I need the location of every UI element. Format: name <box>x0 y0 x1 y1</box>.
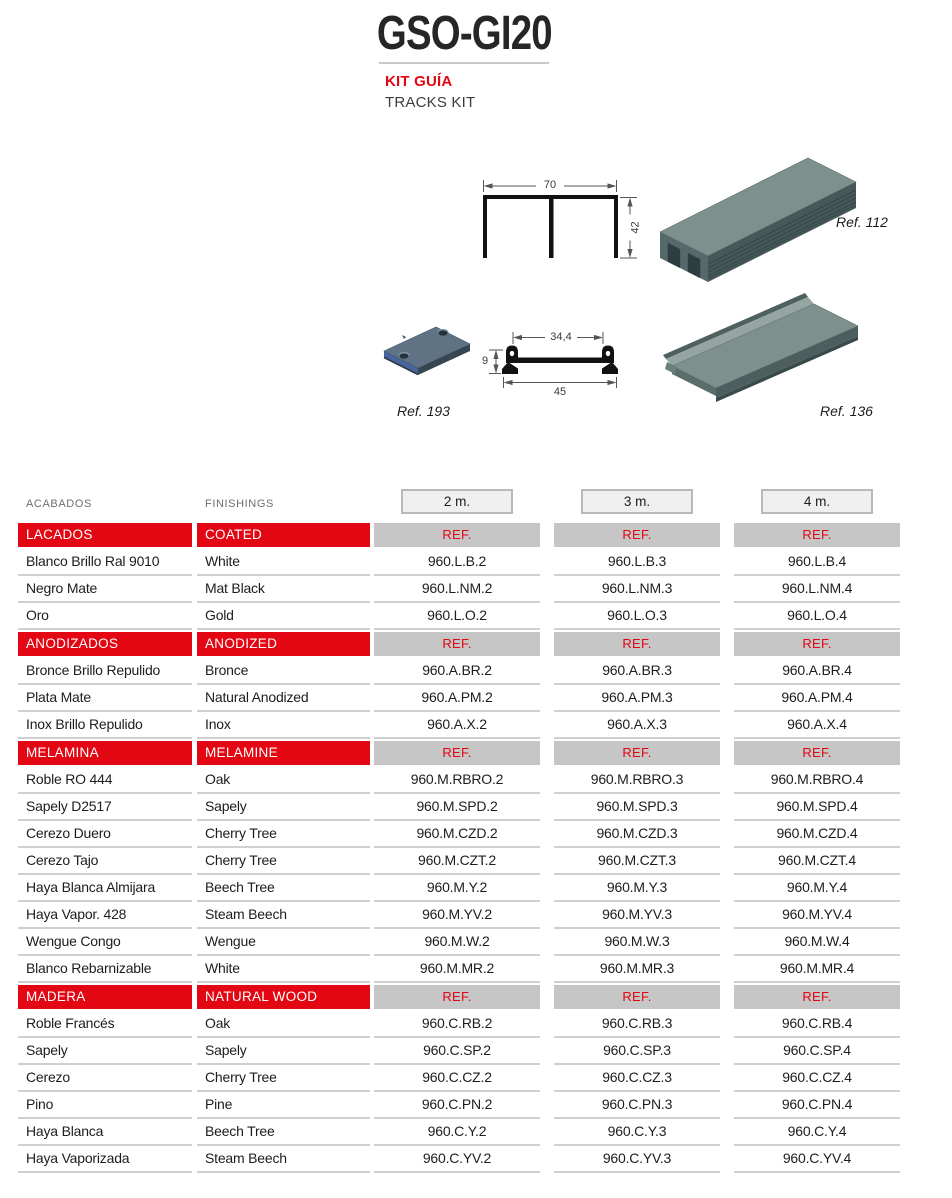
ref-code-2m: 960.C.CZ.2 <box>374 1065 540 1092</box>
ref-code-4m: 960.L.B.4 <box>734 549 900 576</box>
ref-code-2m: 960.M.CZD.2 <box>374 821 540 848</box>
ref-column-header: REF. <box>374 985 540 1009</box>
table-row <box>18 576 900 603</box>
ref-code-4m: 960.C.SP.4 <box>734 1038 900 1065</box>
table-row <box>18 767 900 794</box>
ref-column-header: REF. <box>734 632 900 656</box>
finish-name-en: Beech Tree <box>197 1119 370 1146</box>
length-column-3m <box>554 489 720 514</box>
ref-code-4m: 960.M.RBRO.4 <box>734 767 900 794</box>
table-row <box>18 658 900 685</box>
finish-name-es: Pino <box>18 1092 192 1119</box>
ref-code-4m: 960.M.MR.4 <box>734 956 900 983</box>
ref-code-2m: 960.C.PN.2 <box>374 1092 540 1119</box>
table-row <box>18 1092 900 1119</box>
finish-name-es: Roble Francés <box>18 1011 192 1038</box>
dim-bottom-inner-width: 34,4 <box>545 331 577 344</box>
ref-column-header: REF. <box>554 985 720 1009</box>
ref-code-2m: 960.C.SP.2 <box>374 1038 540 1065</box>
ref-code-4m: 960.M.CZT.4 <box>734 848 900 875</box>
finish-name-en: Steam Beech <box>197 902 370 929</box>
section-header-row <box>18 632 900 656</box>
ref-code-3m: 960.M.Y.3 <box>554 875 720 902</box>
title-divider <box>379 62 549 64</box>
ref-code-3m: 960.A.BR.3 <box>554 658 720 685</box>
ref-code-2m: 960.L.NM.2 <box>374 576 540 603</box>
finish-name-es: Cerezo Tajo <box>18 848 192 875</box>
ref-code-4m: 960.C.Y.4 <box>734 1119 900 1146</box>
section-title-en: ANODIZED <box>197 632 370 656</box>
finish-name-es: Haya Vapor. 428 <box>18 902 192 929</box>
finish-name-es: Blanco Brillo Ral 9010 <box>18 549 192 576</box>
ref-code-4m: 960.M.CZD.4 <box>734 821 900 848</box>
table-row <box>18 712 900 739</box>
ref-code-2m: 960.M.SPD.2 <box>374 794 540 821</box>
subtitle-es: KIT GUÍA <box>385 73 453 90</box>
finish-name-es: Negro Mate <box>18 576 192 603</box>
finish-name-en: Cherry Tree <box>197 848 370 875</box>
ref-code-4m: 960.A.X.4 <box>734 712 900 739</box>
ref-code-2m: 960.M.Y.2 <box>374 875 540 902</box>
ref-code-2m: 960.C.RB.2 <box>374 1011 540 1038</box>
ref-code-4m: 960.A.PM.4 <box>734 685 900 712</box>
ref-code-3m: 960.L.B.3 <box>554 549 720 576</box>
finish-name-en: Cherry Tree <box>197 1065 370 1092</box>
ref-code-3m: 960.C.SP.3 <box>554 1038 720 1065</box>
ref-code-4m: 960.C.RB.4 <box>734 1011 900 1038</box>
section-title-en: MELAMINE <box>197 741 370 765</box>
finish-name-en: Sapely <box>197 1038 370 1065</box>
finish-name-en: White <box>197 549 370 576</box>
ref-136-label: Ref. 136 <box>820 403 873 419</box>
ref-code-2m: 960.A.BR.2 <box>374 658 540 685</box>
table-row <box>18 1065 900 1092</box>
finish-name-es: Oro <box>18 603 192 630</box>
ref-code-2m: 960.C.Y.2 <box>374 1119 540 1146</box>
length-column-2m <box>374 489 540 514</box>
section-title-es: LACADOS <box>18 523 192 547</box>
ref-code-4m: 960.A.BR.4 <box>734 658 900 685</box>
ref-code-3m: 960.C.CZ.3 <box>554 1065 720 1092</box>
section-header-row <box>18 741 900 765</box>
ref-column-header: REF. <box>374 523 540 547</box>
ref-code-4m: 960.C.YV.4 <box>734 1146 900 1173</box>
dim-top-height: 42 <box>630 215 643 241</box>
finish-name-en: Sapely <box>197 794 370 821</box>
ref-code-2m: 960.M.CZT.2 <box>374 848 540 875</box>
table-row <box>18 956 900 983</box>
ref-code-2m: 960.A.X.2 <box>374 712 540 739</box>
mounting-plate-3d <box>384 327 470 375</box>
section-title-es: MELAMINA <box>18 741 192 765</box>
ref-code-2m: 960.A.PM.2 <box>374 685 540 712</box>
finish-name-en: Beech Tree <box>197 875 370 902</box>
table-row <box>18 902 900 929</box>
ref-code-3m: 960.M.RBRO.3 <box>554 767 720 794</box>
finish-name-es: Sapely <box>18 1038 192 1065</box>
ref-column-header: REF. <box>734 985 900 1009</box>
ref-193-label: Ref. 193 <box>397 403 450 419</box>
length-column-4m <box>734 489 900 514</box>
finish-name-en: Steam Beech <box>197 1146 370 1173</box>
dim-top-width: 70 <box>536 179 564 192</box>
ref-column-header: REF. <box>554 523 720 547</box>
table-row <box>18 1038 900 1065</box>
length-header-2m: 2 m. <box>401 489 513 514</box>
ref-code-3m: 960.M.W.3 <box>554 929 720 956</box>
dim-bottom-base-width: 45 <box>546 386 574 399</box>
ref-code-4m: 960.M.SPD.4 <box>734 794 900 821</box>
finish-name-en: Cherry Tree <box>197 821 370 848</box>
table-row <box>18 1146 900 1173</box>
finish-name-en: Pine <box>197 1092 370 1119</box>
finishings-table <box>18 488 900 1173</box>
ref-code-4m: 960.L.NM.4 <box>734 576 900 603</box>
ref-code-3m: 960.C.PN.3 <box>554 1092 720 1119</box>
table-row <box>18 875 900 902</box>
finish-name-es: Inox Brillo Repulido <box>18 712 192 739</box>
finish-name-es: Haya Vaporizada <box>18 1146 192 1173</box>
finish-name-es: Wengue Congo <box>18 929 192 956</box>
ref-code-2m: 960.M.YV.2 <box>374 902 540 929</box>
finish-name-es: Cerezo <box>18 1065 192 1092</box>
ref-code-3m: 960.M.MR.3 <box>554 956 720 983</box>
subtitle-en: TRACKS KIT <box>385 94 476 111</box>
ref-code-3m: 960.L.O.3 <box>554 603 720 630</box>
ref-column-header: REF. <box>374 741 540 765</box>
page-header <box>0 7 928 64</box>
length-header-4m: 4 m. <box>761 489 873 514</box>
length-header-3m: 3 m. <box>581 489 693 514</box>
ref-112-label: Ref. 112 <box>836 214 888 230</box>
ref-code-3m: 960.C.YV.3 <box>554 1146 720 1173</box>
ref-code-4m: 960.M.W.4 <box>734 929 900 956</box>
table-row <box>18 1119 900 1146</box>
table-header-row <box>18 488 900 514</box>
technical-drawings <box>370 130 915 430</box>
finish-name-es: Sapely D2517 <box>18 794 192 821</box>
ref-column-header: REF. <box>734 523 900 547</box>
ref-code-2m: 960.M.RBRO.2 <box>374 767 540 794</box>
finish-name-es: Haya Blanca <box>18 1119 192 1146</box>
ref-column-header: REF. <box>554 632 720 656</box>
top-track-3d <box>660 158 856 282</box>
finish-name-en: Oak <box>197 1011 370 1038</box>
table-row <box>18 549 900 576</box>
ref-code-2m: 960.M.MR.2 <box>374 956 540 983</box>
table-row <box>18 603 900 630</box>
column-header-acabados: ACABADOS <box>26 498 92 510</box>
finish-name-en: White <box>197 956 370 983</box>
dim-bottom-height: 9 <box>478 355 492 368</box>
section-title-es: MADERA <box>18 985 192 1009</box>
ref-code-4m: 960.M.YV.4 <box>734 902 900 929</box>
section-title-es: ANODIZADOS <box>18 632 192 656</box>
column-header-finishings: FINISHINGS <box>205 498 274 510</box>
ref-code-2m: 960.M.W.2 <box>374 929 540 956</box>
finish-name-en: Gold <box>197 603 370 630</box>
ref-code-3m: 960.C.RB.3 <box>554 1011 720 1038</box>
finish-name-en: Mat Black <box>197 576 370 603</box>
ref-column-header: REF. <box>554 741 720 765</box>
section-title-en: NATURAL WOOD <box>197 985 370 1009</box>
page-title: GSO-GI20 <box>376 7 552 60</box>
section-title-en: COATED <box>197 523 370 547</box>
ref-code-3m: 960.M.SPD.3 <box>554 794 720 821</box>
ref-code-3m: 960.M.CZT.3 <box>554 848 720 875</box>
ref-column-header: REF. <box>734 741 900 765</box>
ref-code-3m: 960.M.CZD.3 <box>554 821 720 848</box>
table-row <box>18 794 900 821</box>
section-header-row <box>18 985 900 1009</box>
finish-name-es: Cerezo Duero <box>18 821 192 848</box>
ref-code-3m: 960.M.YV.3 <box>554 902 720 929</box>
table-row <box>18 1011 900 1038</box>
ref-code-2m: 960.L.B.2 <box>374 549 540 576</box>
table-row <box>18 821 900 848</box>
finish-name-en: Natural Anodized <box>197 685 370 712</box>
finishings-table-body <box>18 523 900 1173</box>
finish-name-en: Bronce <box>197 658 370 685</box>
ref-code-4m: 960.C.PN.4 <box>734 1092 900 1119</box>
ref-code-3m: 960.A.X.3 <box>554 712 720 739</box>
ref-code-3m: 960.C.Y.3 <box>554 1119 720 1146</box>
ref-code-2m: 960.C.YV.2 <box>374 1146 540 1173</box>
ref-column-header: REF. <box>374 632 540 656</box>
finish-name-en: Inox <box>197 712 370 739</box>
drawings-canvas <box>370 130 915 430</box>
finish-name-en: Oak <box>197 767 370 794</box>
ref-code-3m: 960.A.PM.3 <box>554 685 720 712</box>
bottom-track-3d <box>663 293 858 402</box>
ref-code-4m: 960.L.O.4 <box>734 603 900 630</box>
finish-name-en: Wengue <box>197 929 370 956</box>
section-header-row <box>18 523 900 547</box>
ref-code-4m: 960.M.Y.4 <box>734 875 900 902</box>
ref-code-4m: 960.C.CZ.4 <box>734 1065 900 1092</box>
ref-code-3m: 960.L.NM.3 <box>554 576 720 603</box>
finish-name-es: Haya Blanca Almijara <box>18 875 192 902</box>
finish-name-es: Roble RO 444 <box>18 767 192 794</box>
finish-name-es: Plata Mate <box>18 685 192 712</box>
table-row <box>18 685 900 712</box>
table-row <box>18 848 900 875</box>
finish-name-es: Blanco Rebarnizable <box>18 956 192 983</box>
ref-code-2m: 960.L.O.2 <box>374 603 540 630</box>
finish-name-es: Bronce Brillo Repulido <box>18 658 192 685</box>
table-row <box>18 929 900 956</box>
